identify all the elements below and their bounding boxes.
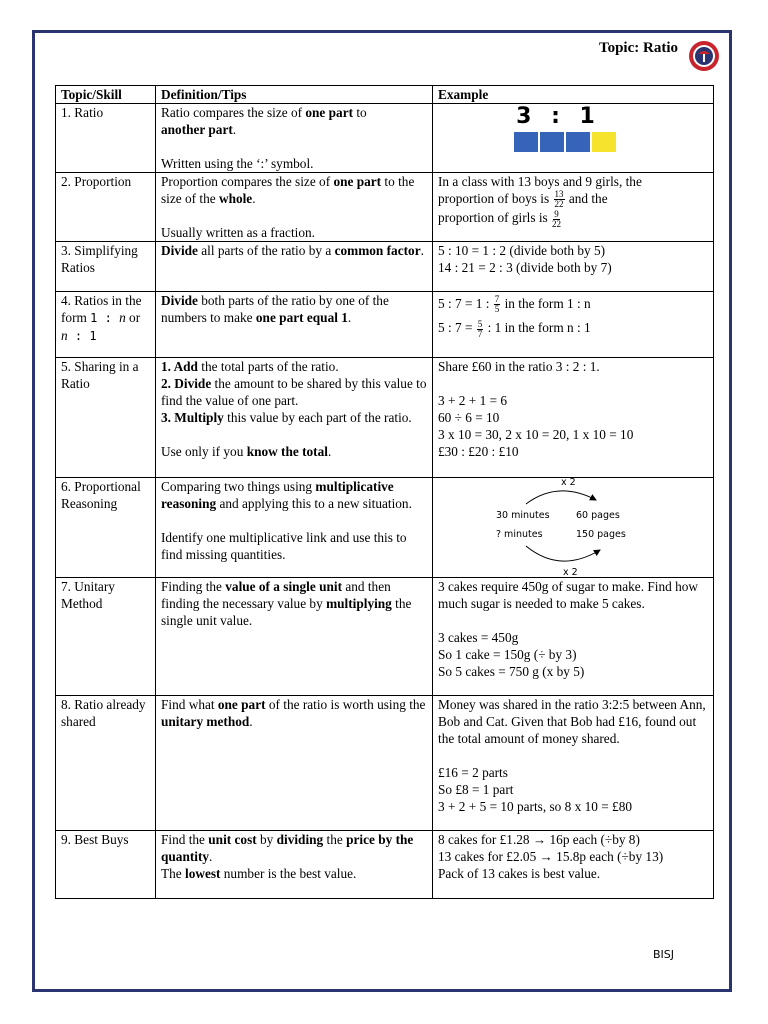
definition-cell: Find what one part of the ratio is worth using the unitary method. xyxy=(156,696,433,831)
multiplier-top: x 2 xyxy=(561,477,576,488)
header-topic: Topic/Skill xyxy=(56,86,156,104)
table-row xyxy=(56,696,714,831)
table-row xyxy=(56,578,714,696)
known-b2: 150 pages xyxy=(576,529,626,540)
table-row xyxy=(56,104,714,173)
example-cell: 5 : 7 = 1 : $\frac{7}{5}$ in the form 1 : n 5 : 7 = $\frac{5}{7}$ : 1 in the form n : 1 xyxy=(433,292,714,358)
example-cell: Share £60 in the ratio 3 : 2 : 1. 3 + 2 + 1 = 6 60 ÷ 6 = 10 3 x 10 = 30, 2 x 10 = 20, 1 x 10 = 10 £30 : £20 : £10 xyxy=(433,358,714,478)
skill-cell: 2. Proportion xyxy=(56,173,156,242)
definition-cell: Divide both parts of the ratio by one of the numbers to make one part equal 1. xyxy=(156,292,433,358)
fraction: $\frac{7}{5}$ xyxy=(494,294,500,315)
page-title: Topic: Ratio xyxy=(598,40,678,56)
skill-cell: 3. Simplifying Ratios xyxy=(56,242,156,292)
school-logo xyxy=(688,40,720,72)
footer-label: BISJ xyxy=(653,948,675,961)
skill-cell: 1. Ratio xyxy=(56,104,156,173)
table-row xyxy=(56,478,714,578)
proportion-diagram xyxy=(438,478,709,576)
skill-cell: 6. Proportional Reasoning xyxy=(56,478,156,578)
proportion-arrows xyxy=(438,478,688,576)
definition-cell: Finding the value of a single unit and then finding the necessary value by multiplying the single unit value. xyxy=(156,578,433,696)
definition-cell: Comparing two things using multiplicative reasoning and applying this to a new situation. Identify one multiplicative link and use this to find missing quantities. xyxy=(156,478,433,578)
definition-cell: 1. Add the total parts of the ratio. 2. Divide the amount to be shared by this value to find the value of one part. 3. Multiply this value by each part of the ratio. Use only if you know the total. xyxy=(156,358,433,478)
skill-cell: 7. Unitary Method xyxy=(56,578,156,696)
table-row xyxy=(56,173,714,242)
table-row xyxy=(56,831,714,899)
unknown-b1: ? minutes xyxy=(496,529,543,540)
ratio-bar-block xyxy=(513,131,539,153)
skill-cell: 9. Best Buys xyxy=(56,831,156,899)
ratio-bar xyxy=(513,131,709,153)
example-cell: 3 cakes require 450g of sugar to make. Find how much sugar is needed to make 5 cakes. 3 cakes = 450g So 1 cake = 150g (÷ by 3) So 5 cakes = 750 g (x by 5) xyxy=(433,578,714,696)
ratio-bar-block xyxy=(565,131,591,153)
example-cell: In a class with 13 boys and 9 girls, the proportion of boys is $\frac{13}{22}$ and the proportion of girls is $\frac{9}{22}$ xyxy=(433,173,714,242)
header-definition: Definition/Tips xyxy=(156,86,433,104)
ratio-bar-block xyxy=(539,131,565,153)
table-row xyxy=(56,358,714,478)
fraction: $\frac{9}{22}$ xyxy=(552,208,562,229)
skill-cell: 4. Ratios in the form 1 : n or n : 1 xyxy=(56,292,156,358)
example-cell xyxy=(433,478,714,578)
known-a1: 30 minutes xyxy=(496,510,550,521)
skill-cell: 8. Ratio already shared xyxy=(56,696,156,831)
example-cell: 8 cakes for £1.28 → 16p each (÷by 8) 13 cakes for £2.05 → 15.8p each (÷by 13) Pack of 13 cakes is best value. xyxy=(433,831,714,899)
fraction: $\frac{5}{7}$ xyxy=(477,318,483,339)
table-row xyxy=(56,292,714,358)
ratio-bar-block xyxy=(591,131,617,153)
definition-cell: Ratio compares the size of one part to another part. Written using the ‘:’ symbol. xyxy=(156,104,433,173)
ratio-table xyxy=(55,85,714,899)
multiplier-bottom: x 2 xyxy=(563,567,578,578)
example-cell: Money was shared in the ratio 3:2:5 between Ann, Bob and Cat. Given that Bob had £16, found out the total amount of money shared. £16 = 2 parts So £8 = 1 part 3 + 2 + 5 = 10 parts, so 8 x 10 = £80 xyxy=(433,696,714,831)
definition-cell: Proportion compares the size of one part to the size of the whole. Usually written as a fraction. xyxy=(156,173,433,242)
table-header-row xyxy=(56,86,714,104)
ratio-label: 3 : 1 xyxy=(516,104,601,129)
skill-cell: 5. Sharing in a Ratio xyxy=(56,358,156,478)
definition-cell: Find the unit cost by dividing the price by the quantity. The lowest number is the best value. xyxy=(156,831,433,899)
example-cell xyxy=(433,104,714,173)
example-cell: 5 : 10 = 1 : 2 (divide both by 5) 14 : 21 = 2 : 3 (divide both by 7) xyxy=(433,242,714,292)
known-a2: 60 pages xyxy=(576,510,620,521)
definition-cell: Divide all parts of the ratio by a common factor. xyxy=(156,242,433,292)
table-row xyxy=(56,242,714,292)
fraction: $\frac{13}{22}$ xyxy=(554,189,564,210)
header-example: Example xyxy=(433,86,714,104)
